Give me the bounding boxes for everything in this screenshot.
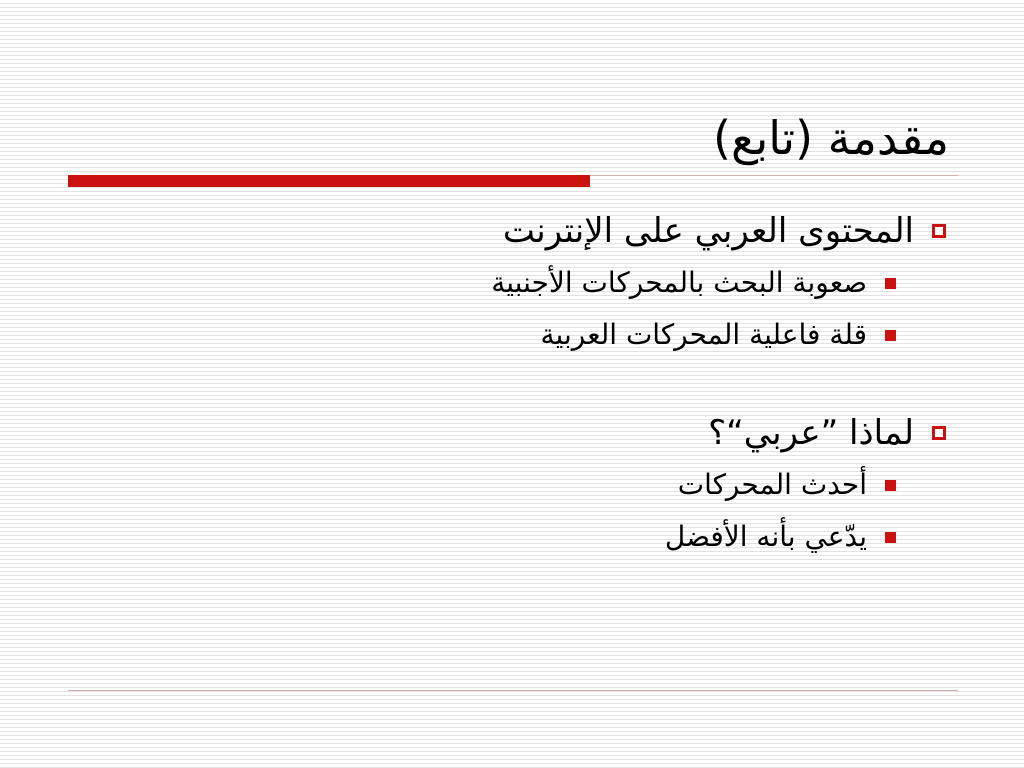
- list-item: [66, 257, 896, 309]
- filled-square-bullet-icon: [885, 278, 896, 289]
- footer-rule: [68, 690, 958, 691]
- section-heading-text: المحتوى العربي على الإنترنت: [502, 211, 914, 251]
- list-item: [66, 309, 896, 361]
- hollow-square-bullet-icon: [932, 426, 946, 440]
- list-item-text: قلة فاعلية المحركات العربية: [540, 318, 867, 351]
- list-item: [66, 459, 896, 511]
- section-heading: [66, 407, 946, 459]
- filled-square-bullet-icon: [885, 330, 896, 341]
- slide-title: مقدمة (تابع): [713, 111, 949, 165]
- list-item-text: صعوبة البحث بالمحركات الأجنبية: [491, 266, 867, 299]
- list-item-text: يدّعي بأنه الأفضل: [664, 520, 867, 553]
- filled-square-bullet-icon: [885, 532, 896, 543]
- hollow-square-bullet-icon: [932, 224, 946, 238]
- section-heading-text: لماذا ”عربي“؟: [708, 413, 914, 453]
- filled-square-bullet-icon: [885, 480, 896, 491]
- slide-body: [66, 205, 946, 563]
- section-heading: [66, 205, 946, 257]
- list-item-text: أحدث المحركات: [677, 468, 867, 501]
- title-accent-bar: [68, 175, 590, 187]
- list-item: [66, 511, 896, 563]
